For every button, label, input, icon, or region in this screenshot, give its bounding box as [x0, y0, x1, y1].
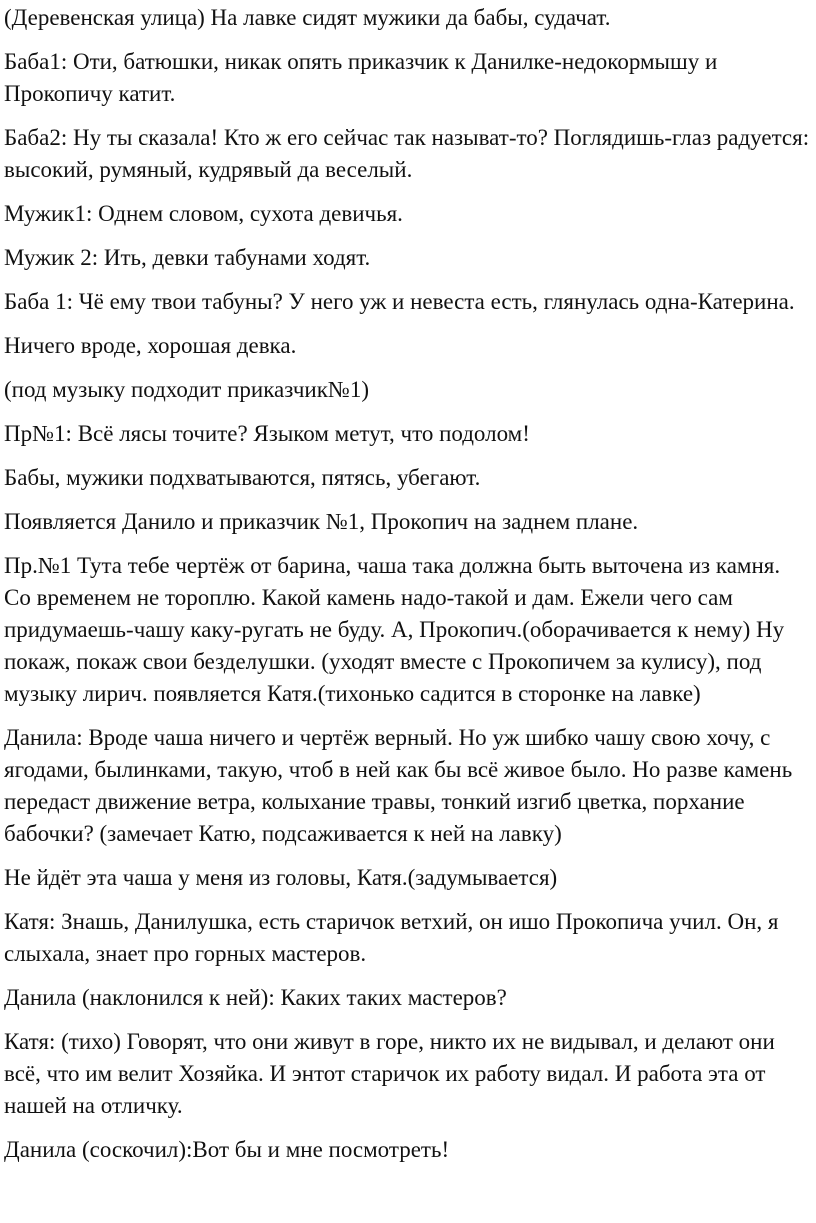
paragraph-continuation: Ничего вроде, хорошая девка.: [4, 333, 297, 358]
paragraph-muzhik2-line: Мужик 2: Ить, девки табунами ходят.: [4, 245, 371, 270]
paragraph-prikazchik-monologue: Пр.№1 Тута тебе чертёж от барина, чаша така должна быть выточена из камня. Со временем не тороплю. Какой камень надо-такой и дам. Ежели чего сам придумаешь-чашу каку-ругать не буду. А, Прокопич.(оборачивается к нему) Ну покаж, покаж свои безделушки. (уходят вместе с Прокопичем за кулису), под музыку лирич. появляется Катя.(тихонько садится в сторонке на лавке): [4, 553, 785, 706]
paragraph-danila-question: Данила (наклонился к ней): Каких таких мастеров?: [4, 985, 507, 1010]
paragraph-stage-direction-music: (под музыку подходит приказчик№1): [4, 377, 370, 402]
paragraph-danila-thought: Не йдёт эта чаша у меня из головы, Катя.(задумывается): [4, 865, 558, 890]
paragraph-danila-exclamation: Данила (соскочил):Вот бы и мне посмотреть!: [4, 1137, 450, 1162]
paragraph-scene-setting: (Деревенская улица) На лавке сидят мужики да бабы, судачат.: [4, 5, 611, 30]
paragraph-stage-direction-exit: Бабы, мужики подхватываются, пятясь, убегают.: [4, 465, 481, 490]
paragraph-prikazchik-line: Пр№1: Всё лясы точите? Языком метут, что подолом!: [4, 421, 530, 446]
paragraph-baba1-line: Баба1: Оти, батюшки, никак опять приказчик к Данилке-недокормышу и Прокопичу катит.: [4, 49, 718, 106]
paragraph-katya-line: Катя: Знашь, Данилушка, есть старичок ветхий, он ишо Прокопича учил. Он, я слыхала, знает про горных мастеров.: [4, 909, 779, 966]
paragraph-baba1-second-line: Баба 1: Чё ему твои табуны? У него уж и невеста есть, глянулась одна-Катерина.: [4, 289, 795, 314]
paragraph-katya-answer: Катя: (тихо) Говорят, что они живут в горе, никто их не видывал, и делают они всё, что им велит Хозяйка. И энтот старичок их работу видал. И работа эта от нашей на отличку.: [4, 1029, 775, 1118]
paragraph-baba2-line: Баба2: Ну ты сказала! Кто ж его сейчас так называт-то? Поглядишь-глаз радуется: высокий, румяный, кудрявый да веселый.: [4, 125, 810, 182]
paragraph-danila-monologue: Данила: Вроде чаша ничего и чертёж верный. Но уж шибко чашу свою хочу, с ягодами, былинками, такую, чтоб в ней как бы всё живое было. Но разве камень передаст движение ветра, колыхание травы, тонкий изгиб цветка, порхание бабочки? (замечает Катю, подсаживается к ней на лавку): [4, 725, 793, 846]
paragraph-muzhik1-line: Мужик1: Однем словом, сухота девичья.: [4, 201, 403, 226]
paragraph-stage-direction-enter: Появляется Данило и приказчик №1, Прокопич на заднем плане.: [4, 509, 639, 534]
